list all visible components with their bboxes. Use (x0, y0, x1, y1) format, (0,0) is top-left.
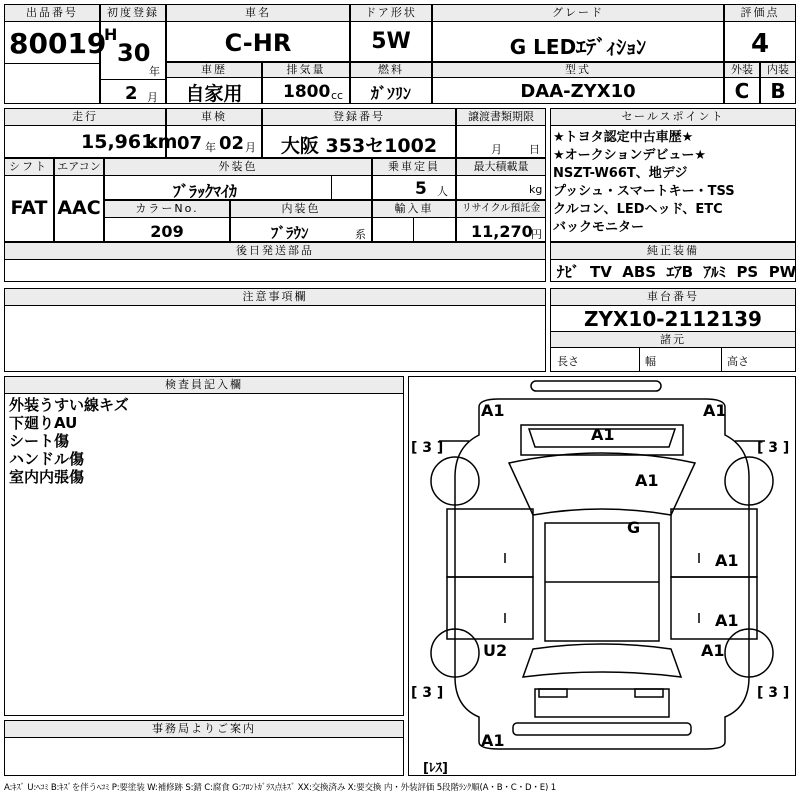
ac: AAC (57, 197, 101, 219)
shift: FAT (10, 197, 48, 219)
inspector-notes (9, 396, 129, 486)
inspector-note: ハンドル傷 (9, 450, 85, 468)
inspector-note: 室内内張傷 (9, 468, 85, 486)
bracket-mark: [ 3 ] (757, 685, 790, 701)
color-no-box (104, 200, 230, 242)
legend: A:ｷｽﾞ U:ﾍｺﾐ B:ｷｽﾞを伴うﾍｺﾐ P:要塗装 W:補修跡 S:錆 C:腐食 G:ﾌﾛﾝﾄｶﾞﾗｽ点ｷｽﾞ XX:交換済み X:要交換 内・外装評価 5段階ﾗﾝｸ順(A・B・C・D・E) 1 (4, 783, 556, 793)
sales-point-line: プッシュ・スマートキー・TSS (553, 184, 735, 199)
fuel: ｶﾞｿﾘﾝ (370, 84, 411, 103)
ext-color: ﾌﾞﾗｯｸﾏｲｶ (173, 182, 238, 201)
capacity-box (372, 158, 456, 200)
door-box (350, 4, 432, 62)
office-label: 事務局よりご案内 (5, 721, 403, 738)
load-label: 最大積載量 (457, 159, 545, 176)
chassis-label: 車台番号 (551, 289, 795, 306)
car-name: C-HR (224, 29, 292, 57)
interior-label: 内装 (761, 63, 795, 78)
damage-mark: A1 (481, 401, 505, 420)
recycle-label: リサイクル預託金 (457, 201, 545, 218)
sales-point-line: バックモニター (553, 220, 645, 235)
shift-label: シフト (5, 159, 53, 176)
door-type: 5W (371, 29, 411, 54)
inspection-year: 07 (177, 133, 203, 154)
damage-mark: A1 (715, 551, 739, 570)
first-reg-month: 2 (125, 83, 138, 104)
equipment-item: TV (589, 263, 612, 281)
fuel-box (350, 62, 432, 104)
int-color-box (230, 200, 372, 242)
first-reg-year: 30 (117, 39, 151, 67)
score: 4 (750, 29, 770, 59)
damage-mark: A1 (715, 611, 739, 630)
history-label: 車歴 (167, 63, 261, 78)
transfer-box (456, 108, 546, 158)
transfer-month: 月 (491, 143, 502, 156)
car-name-box (166, 4, 350, 62)
lot-number-label: 出品番号 (5, 5, 99, 22)
first-registration-label: 初度登録 (101, 5, 165, 22)
grade: G LEDｴﾃﾞｨｼｮﾝ (509, 35, 647, 59)
equipment-item: PW (768, 263, 797, 281)
later-parts-label: 後日発送部品 (5, 243, 545, 260)
bracket-mark: [ﾚｽ] (423, 761, 448, 776)
equipment-item: PS (736, 263, 759, 281)
interior-box (760, 62, 796, 104)
length-label: 長さ (557, 355, 579, 368)
mileage-box (4, 108, 178, 158)
door-label: ドア形状 (351, 5, 431, 22)
era: H (104, 25, 118, 44)
ac-box (54, 158, 104, 242)
car-name-label: 車名 (167, 5, 349, 22)
import-box (372, 200, 456, 242)
displacement: 1800 (283, 82, 331, 102)
exterior-box (724, 62, 760, 104)
damage-mark: A1 (703, 401, 727, 420)
score-box (724, 4, 796, 62)
inspection-month: 02 (219, 133, 245, 154)
inspector-label: 検査員記入欄 (5, 377, 403, 394)
damage-mark: A1 (591, 425, 615, 444)
displacement-label: 排気量 (263, 63, 349, 78)
dims-label: 諸元 (551, 331, 795, 348)
capacity-unit: 人 (437, 185, 448, 198)
ext-color-box (104, 158, 372, 200)
later-parts-box (4, 242, 546, 282)
damage-mark: A1 (635, 471, 659, 490)
transfer-label: 譲渡書類期限 (457, 109, 545, 126)
int-color-unit: 系 (355, 228, 366, 241)
history: 自家用 (185, 83, 243, 105)
history-box (166, 62, 262, 104)
inspection-box (166, 108, 262, 158)
bracket-mark: [ 3 ] (757, 440, 790, 456)
inspector-note: シート傷 (9, 432, 70, 450)
int-color: ﾌﾞﾗｳﾝ (271, 224, 309, 242)
equipment-list (557, 261, 796, 282)
equipment-box (550, 242, 796, 282)
recycle-unit: 円 (531, 228, 542, 241)
displacement-box (262, 62, 350, 104)
sales-point-label: セールスポイント (551, 109, 795, 126)
damage-mark: G (627, 518, 641, 537)
sales-point-line: ★オークションデビュー★ (553, 148, 707, 163)
ext-color-label: 外装色 (105, 159, 371, 176)
sales-point-line: NSZT-W66T、地デジ (553, 166, 688, 181)
recycle-box (456, 200, 546, 242)
load-box (456, 158, 546, 200)
office-box (4, 720, 404, 776)
inspection-label: 車検 (167, 109, 261, 126)
shift-box (4, 158, 54, 242)
caution-label: 注意事項欄 (5, 289, 545, 306)
inspector-note: 外装うすい線キズ (9, 396, 129, 414)
month-unit: 月 (147, 91, 158, 104)
bracket-mark: [ 3 ] (411, 440, 444, 456)
import-label: 輸入車 (373, 201, 455, 218)
car-diagram-box (408, 376, 796, 776)
sales-point-box (550, 108, 796, 242)
registration-label: 登録番号 (263, 109, 455, 126)
first-registration-box (100, 4, 166, 104)
year-unit: 年 (149, 65, 160, 78)
fuel-label: 燃料 (351, 63, 431, 78)
ac-label: エアコン (55, 159, 103, 176)
equipment-item: ABS (622, 263, 657, 281)
lot-number: 80019 (9, 27, 107, 60)
mileage-label: 走行 (5, 109, 165, 126)
width-label: 幅 (645, 355, 656, 368)
equipment-item: ﾅﾋﾞ (557, 263, 580, 281)
mileage: 15,961 (81, 131, 155, 153)
grade-box (432, 4, 724, 62)
bracket-mark: [ 3 ] (411, 685, 444, 701)
recycle: 11,270 (471, 222, 533, 241)
capacity-label: 乗車定員 (373, 159, 455, 176)
color-no-label: カラーNo. (105, 201, 229, 218)
sales-point-line: クルコン、LEDヘッド、ETC (553, 202, 723, 217)
equipment-item: ｴｱB (666, 263, 694, 281)
sales-point-line: ★トヨタ認定中古車歴★ (553, 130, 694, 145)
caution-box (4, 288, 546, 372)
interior-grade: B (770, 79, 786, 103)
score-label: 評価点 (725, 5, 795, 22)
capacity: 5 (415, 179, 427, 199)
equipment-label: 純正装備 (551, 243, 795, 260)
chassis-number: ZYX10-2112139 (584, 307, 762, 331)
mileage-unit: km (145, 131, 178, 153)
chassis-box (550, 288, 796, 372)
displacement-unit: cc (331, 89, 344, 102)
registration-box (262, 108, 456, 158)
inspection-month-unit: 月 (245, 141, 256, 154)
height-label: 高さ (727, 355, 749, 368)
model-box (432, 62, 724, 104)
model: DAA-ZYX10 (520, 81, 636, 102)
damage-mark: A1 (481, 731, 505, 750)
sales-point-lines (553, 129, 735, 237)
load-unit: kg (529, 183, 543, 196)
inspector-box (4, 376, 404, 716)
int-color-label: 内装色 (231, 201, 371, 218)
exterior-label: 外装 (725, 63, 759, 78)
lot-number-box (4, 4, 107, 104)
inspector-note: 下廻りAU (9, 414, 78, 432)
damage-mark: A1 (701, 641, 725, 660)
inspection-year-unit: 年 (205, 141, 216, 154)
model-label: 型式 (433, 63, 723, 78)
equipment-item: ｱﾙﾐ (703, 263, 726, 281)
registration-number: 大阪 353セ1002 (280, 135, 438, 157)
color-no: 209 (150, 222, 184, 241)
transfer-day: 日 (529, 143, 540, 156)
grade-label: グレード (433, 5, 723, 22)
exterior-grade: C (734, 79, 750, 103)
damage-mark: U2 (483, 641, 508, 660)
